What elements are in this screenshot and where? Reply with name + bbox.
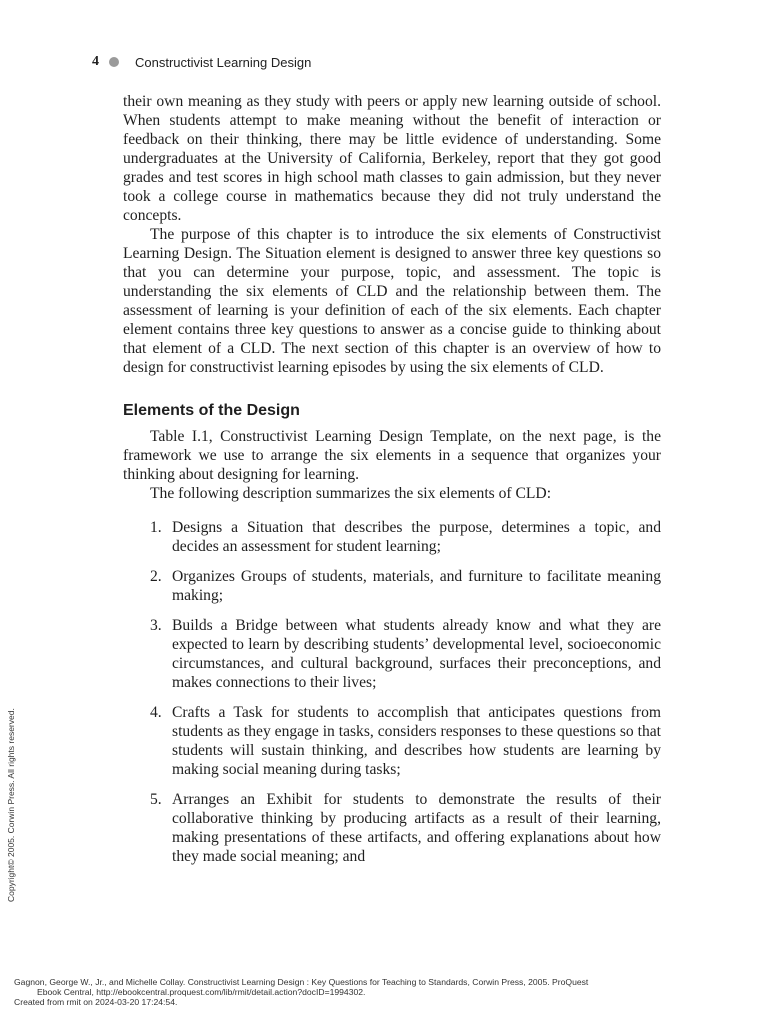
list-item-number: 2. [150,568,162,585]
citation-footer [14,977,754,1007]
body-text [123,92,661,877]
citation-line-3: Created from rmit on 2024-03-20 17:24:54. [14,997,178,1007]
citation-line-2: Ebook Central, http://ebookcentral.proquest.com/lib/rmit/detail.action?docID=1994302. [37,987,366,997]
list-item-text: Builds a Bridge between what students already know and what they are expected to learn by describing students’ developmental level, socioeconomic circumstances, and cultural background, surfaces their preconceptions, and makes connections to their lives; [172,617,661,691]
elements-list [123,518,661,866]
page-number: 4 [92,54,99,69]
list-item-number: 4. [150,704,162,721]
list-item [123,567,661,605]
list-item [123,703,661,779]
list-item [123,790,661,866]
paragraph-4: The following description summarizes the six elements of CLD: [150,485,552,502]
list-item-text: Organizes Groups of students, materials, and furniture to facilitate meaning making; [172,568,661,604]
list-item [123,616,661,692]
list-item-text: Arranges an Exhibit for students to demonstrate the results of their collaborative thinking by producing artifacts as a result of their learning, making presentations of these artifacts, and offering explanations about how they made social meaning; and [172,791,661,865]
list-item [123,518,661,556]
paragraph-3: Table I.1, Constructivist Learning Design Template, on the next page, is the framework we use to arrange the six elements in a sequence that organizes your thinking about designing for learning. [123,428,661,483]
section-heading: Elements of the Design [123,402,300,419]
paragraph-1: their own meaning as they study with peers or apply new learning outside of school. When students attempt to make meaning without the benefit of interaction or feedback on their thinking, there may be little evidence of understanding. Some undergraduates at the University of California, Berkeley, report that they got good grades and test scores in high school math classes to gain admission, but they never took a college course in mathematics because they did not truly understand the concepts. [123,93,661,224]
citation-line-1: Gagnon, George W., Jr., and Michelle Collay. Constructivist Learning Design : Key Questions for Teaching to Standards, Corwin Press, 2005. ProQuest [14,977,589,987]
bullet-dot-icon [109,57,119,67]
list-item-text: Designs a Situation that describes the purpose, determines a topic, and decides an assessment for student learning; [172,519,661,555]
paragraph-2: The purpose of this chapter is to introduce the six elements of Constructivist Learning Design. The Situation element is designed to answer three key questions so that you can determine your purpose, topic, and assessment. The topic is understanding the six elements of CLD and the relationship between them. The assessment of learning is your definition of each of the six elements. Each chapter element contains three key questions to answer as a concise guide to thinking about that element of a CLD. The next section of this chapter is an overview of how to design for constructivist learning episodes by using the six elements of CLD. [123,226,661,376]
list-item-number: 5. [150,791,162,808]
running-title: Constructivist Learning Design [135,54,312,70]
list-item-number: 3. [150,617,162,634]
list-item-text: Crafts a Task for students to accomplish that anticipates questions from students as they engage in tasks, considers responses to these questions so that students will sustain thinking, and describes how students are learning by making social meaning during tasks; [172,704,661,778]
running-head [92,52,311,72]
list-item-number: 1. [150,519,162,536]
copyright-notice: Copyright© 2005. Corwin Press. All rights reserved. [6,708,16,902]
